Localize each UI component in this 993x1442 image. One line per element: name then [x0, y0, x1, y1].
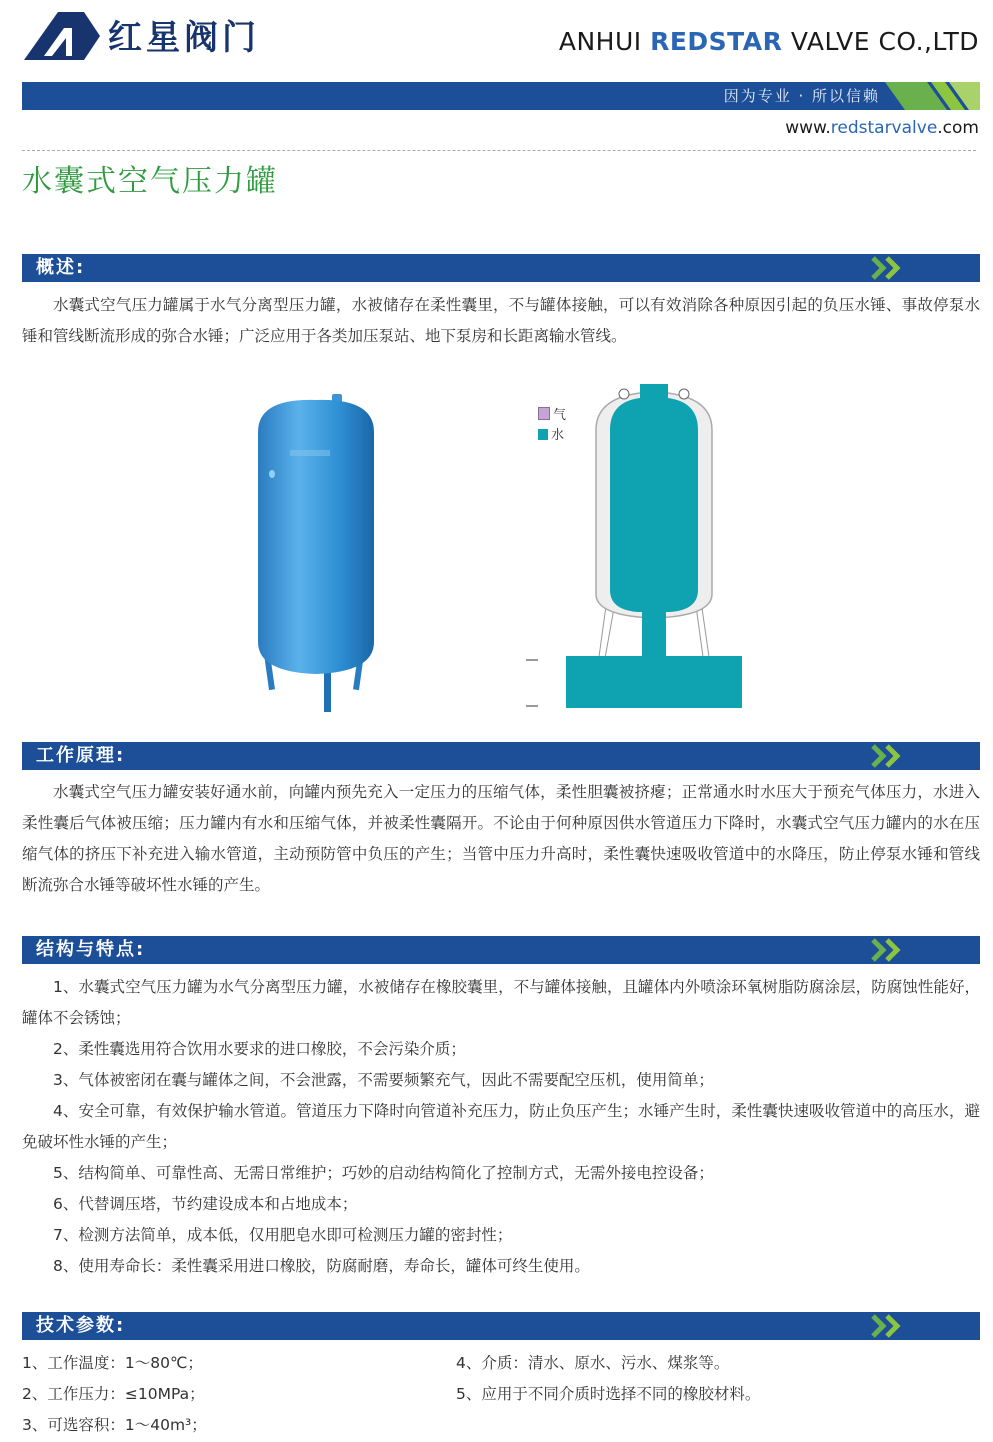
company-logo-icon: [22, 10, 102, 62]
header-bar: [22, 82, 980, 110]
section-heading: 技术参数:: [36, 1315, 126, 1336]
spec-item: 4、介质：清水、原水、污水、煤浆等。: [456, 1354, 730, 1372]
tank-photo: [250, 392, 380, 714]
chevron-right-icon: [870, 1312, 904, 1340]
feature-item: 2、柔性囊选用符合饮用水要求的进口橡胶，不会污染介质；: [53, 1040, 466, 1058]
feature-item: 8、使用寿命长：柔性囊采用进口橡胶，防腐耐磨，寿命长，罐体可终生使用。: [53, 1257, 590, 1275]
feature-item: 6、代替调压塔，节约建设成本和占地成本；: [53, 1195, 358, 1213]
brand-name: 红星阀门: [108, 18, 260, 58]
feature-item: 7、检测方法简单，成本低，仅用肥皂水即可检测压力罐的密封性；: [53, 1226, 513, 1244]
page-title: 水囊式空气压力罐: [22, 164, 278, 199]
feature-item: 3、气体被密闭在囊与罐体之间，不会泄露，不需要频繁充气，因此不需要配空压机，使用简单；: [53, 1071, 714, 1089]
feature-item: 1、水囊式空气压力罐为水气分离型压力罐，水被储存在橡胶囊里，不与罐体接触，且罐体内外喷涂环氧树脂防腐涂层，防腐蚀性能好，罐体不会锈蚀；: [22, 978, 980, 1027]
overview-text: 水囊式空气压力罐属于水气分离型压力罐，水被储存在柔性囊里，不与罐体接触，可以有效消除各种原因引起的负压水锤、事故停泵水锤和管线断流形成的弥合水锤；广泛应用于各类加压泵站、地下泵房和长距离输水管线。: [22, 296, 980, 345]
stripes-decoration-icon: [885, 82, 980, 110]
slogan: 因为专业 · 所以信赖: [723, 87, 880, 105]
principle-text: 水囊式空气压力罐安装好通水前，向罐内预先充入一定压力的压缩气体，柔性胆囊被挤瘪；正常通水时水压大于预充气体压力，水进入柔性囊后气体被压缩；压力罐内有水和压缩气体，并被柔性囊隔开。不论由于何种原因供水管道压力下降时，水囊式空气压力罐内的水在压缩气体的挤压下补充进入输水管道，主动预防管中负压的产生；当管中压力升高时，柔性囊快速吸收管道中的水降压，防止停泵水锤和管线断流弥合水锤等破坏性水锤的产生。: [22, 783, 980, 894]
section-bar-overview: [22, 254, 980, 282]
company-name: ANHUI REDSTAR VALVE CO.,LTD: [558, 27, 979, 56]
specs-left-column: [22, 1348, 207, 1441]
spec-item: 5、应用于不同介质时选择不同的橡胶材料。: [456, 1385, 761, 1403]
section-heading: 概述:: [36, 257, 86, 278]
section-heading: 结构与特点:: [36, 939, 146, 960]
tank-cross-section-diagram: [520, 380, 750, 712]
spec-item: 3、可选容积：1～40m³；: [22, 1416, 207, 1434]
legend-water-label: 水: [551, 428, 565, 443]
chevron-right-icon: [870, 936, 904, 964]
feature-item: 5、结构简单、可靠性高、无需日常维护；巧妙的启动结构简化了控制方式，无需外接电控设备；: [53, 1164, 714, 1182]
section-bar-specs: [22, 1312, 980, 1340]
spec-item: 2、工作压力：≤10MPa；: [22, 1385, 205, 1403]
section-bar-principle: [22, 742, 980, 770]
feature-item: 4、安全可靠，有效保护输水管道。管道压力下降时向管道补充压力，防止负压产生；水锤产生时，柔性囊快速吸收管道中的高压水，避免破坏性水锤的产生；: [22, 1102, 980, 1151]
divider: [22, 150, 976, 151]
section-heading: 工作原理:: [36, 745, 126, 766]
legend-gas-label: 气: [553, 408, 567, 423]
spec-item: 1、工作温度：1～80℃；: [22, 1354, 203, 1372]
section-bar-features: [22, 936, 980, 964]
chevron-right-icon: [870, 742, 904, 770]
specs-right-column: [456, 1348, 760, 1410]
website-url[interactable]: www.redstarvalve.com: [785, 118, 979, 138]
chevron-right-icon: [870, 254, 904, 282]
